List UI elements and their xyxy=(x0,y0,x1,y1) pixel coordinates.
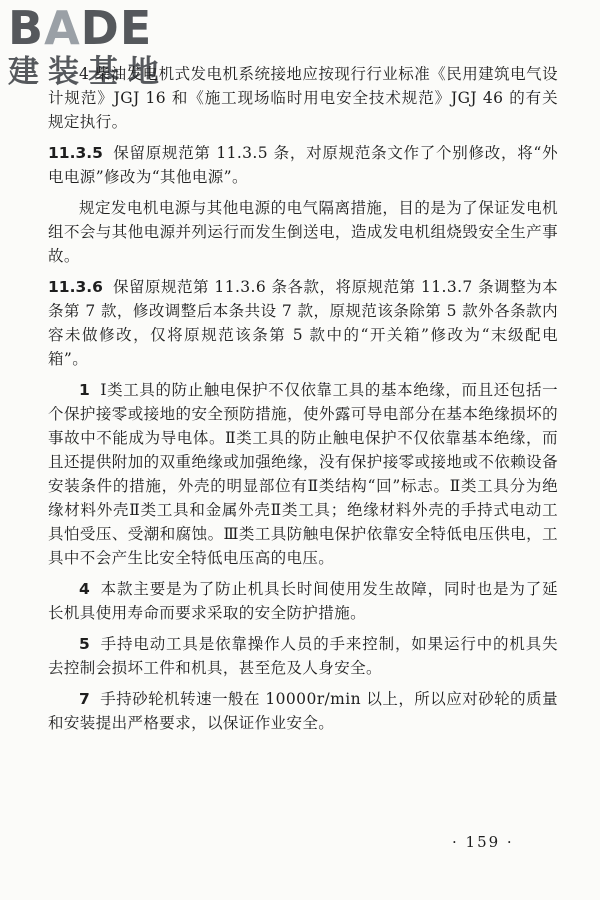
document-body xyxy=(48,62,558,742)
item-number: 7 xyxy=(79,690,91,708)
item-4: 4 本款主要是为了防止机具长时间使用发生故障，同时也是为了延长机具使用寿命而要求采取的安全防护措施。 xyxy=(48,580,558,622)
item-5: 5 手持电动工具是依靠操作人员的手来控制，如果运行中的机具失去控制会损坏工件和机具，甚至危及人身安全。 xyxy=(48,635,558,677)
clause-11-3-5: 11.3.5 保留原规范第 11.3.5 条，对原规范条文作了个别修改，将“外电电源”修改为“其他电源”。 xyxy=(48,144,558,186)
clause-number: 11.3.6 xyxy=(48,278,103,296)
paragraph-3: 规定发电机电源与其他电源的电气隔离措施，目的是为了保证发电机组不会与其他电源并列运行而发生倒送电，造成发电机组烧毁安全生产事故。 xyxy=(48,199,558,265)
page-number: · 159 · xyxy=(452,833,514,851)
watermark-tagline: 建装基地 xyxy=(8,54,168,90)
item-7: 7 手持砂轮机转速一般在 10000r/min 以上，所以应对砂轮的质量和安装提出严格要求，以保证作业安全。 xyxy=(48,690,558,732)
item-number: 1 xyxy=(79,381,91,399)
item-number: 4 xyxy=(79,580,91,598)
item-1: 1 Ⅰ类工具的防止触电保护不仅依靠工具的基本绝缘，而且还包括一个保护接零或接地的安全预防措施，使外露可导电部分在基本绝缘损坏的事故中不能成为导电体。Ⅱ类工具的防止触电保护不仅依靠基本绝缘，而且还提供附加的双重绝缘或加强绝缘，没有保护接零或接地或不依赖设备安装条件的措施，外壳的明显部位有Ⅱ类结构“回”标志。Ⅱ类工具分为绝缘材料外壳Ⅱ类工具和金属外壳Ⅱ类工具；绝缘材料外壳的手持式电动工具怕受压、受潮和腐蚀。Ⅲ类工具防触电保护依靠安全特低电压供电，工具中不会产生比安全特低电压高的电压。 xyxy=(48,381,558,567)
item-number: 5 xyxy=(79,635,91,653)
watermark-logo-text: BADE xyxy=(8,1,153,55)
paragraph-1: 4 柴油发电机式发电机系统接地应按现行行业标准《民用建筑电气设计规范》JGJ 16 和《施工现场临时用电安全技术规范》JGJ 46 的有关规定执行。 xyxy=(48,65,558,131)
clause-11-3-6: 11.3.6 保留原规范第 11.3.6 条各款，将原规范第 11.3.7 条调整为本条第 7 款，修改调整后本条共设 7 款，原规范该条除第 5 款外各条款内容未做修改，仅将原规范该条第 5 款中的“开关箱”修改为“末级配电箱”。 xyxy=(48,278,558,368)
clause-number: 11.3.5 xyxy=(48,144,103,162)
